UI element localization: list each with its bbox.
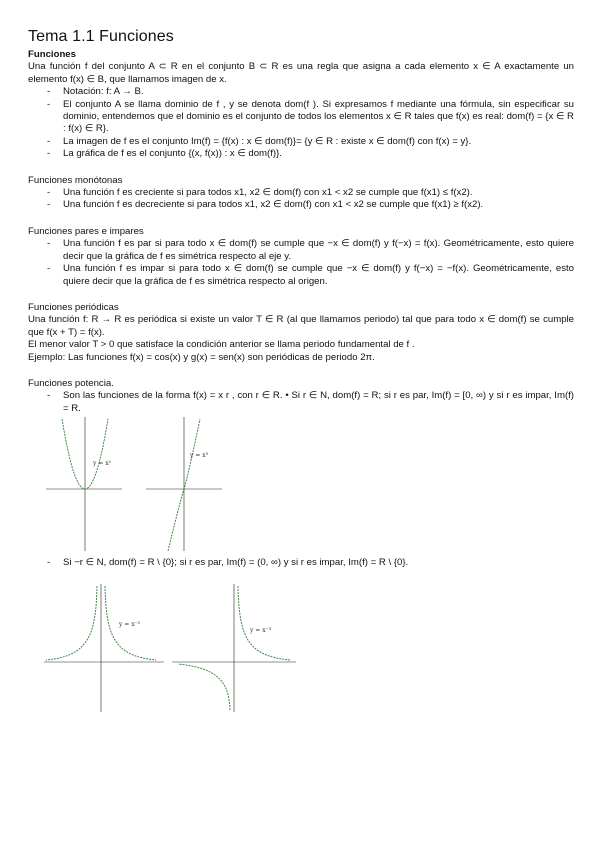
- graph-label: y = x⁻³: [250, 626, 272, 634]
- paragraph-periodica-def: Una función f: R → R es periódica si existe un valor T ∈ R (al que llamamos periodo) tal que para todo x ∈ dom(f) se cumple que f(x + T) = f(x).: [28, 314, 574, 338]
- graphs-negative-powers: [28, 584, 574, 722]
- list-item: - La gráfica de f es el conjunto {(x, f(x)) : x ∈ dom(f)}.: [28, 148, 574, 160]
- list-potencia-2: [28, 557, 574, 569]
- list-potencia-1: [28, 390, 574, 415]
- list-item: - Una función f es impar si para todo x ∈ dom(f) se cumple que −x ∈ dom(f) y f(−x) = −f(x). Geométricamente, esto quiere decir que la gráfica de f es simétrica respecto al origen.: [28, 263, 574, 288]
- list-item: - Una función f es par si para todo x ∈ dom(f) se cumple que −x ∈ dom(f) y f(−x) = f(x). Geométricamente, esto quiere decir que la gráfica de f es simétrica respecto al eje y.: [28, 238, 574, 263]
- graph-x-neg-squared: [44, 584, 164, 712]
- section-heading-pares-impares: Funciones pares e impares: [28, 225, 144, 237]
- graph-label: y = x³: [190, 452, 209, 460]
- section-heading-monotonas: Funciones monótonas: [28, 174, 123, 186]
- curve-left-branch: [46, 586, 97, 660]
- graph-label: y = x⁻²: [119, 620, 141, 628]
- list-item: - La imagen de f es el conjunto Im(f) = {f(x) : x ∈ dom(f)}= {y ∈ R : existe x ∈ dom(f) con f(x) = y}.: [28, 136, 574, 148]
- graph-x-squared: [46, 417, 122, 551]
- page-title: Tema 1.1 Funciones: [28, 28, 174, 45]
- list-funciones: [28, 86, 574, 160]
- paragraph-ejemplo: Ejemplo: Las funciones f(x) = cos(x) y g(x) = sen(x) son periódicas de periodo 2π.: [28, 351, 375, 363]
- list-item: - Notación: f: A → B.: [28, 86, 574, 98]
- document-content: [28, 28, 574, 722]
- list-item: - Si −r ∈ N, dom(f) = R \ {0}; si r es par, Im(f) = (0, ∞) y si r es impar, Im(f) = R \ {0}.: [28, 557, 574, 569]
- list-pares-impares: [28, 238, 574, 288]
- paragraph-definicion: Una función f del conjunto A ⊂ R en el conjunto B ⊂ R es una regla que asigna a cada elemento x ∈ A exactamente un elemento f(x) ∈ B, que llamamos imagen de x.: [28, 61, 574, 85]
- section-heading-potencia: Funciones potencia.: [28, 377, 114, 389]
- list-item: - Una función f es decreciente si para todos x1, x2 ∈ dom(f) con x1 < x2 se cumple que f(x1) ≥ f(x2).: [28, 199, 574, 211]
- curve-left-branch: [178, 664, 230, 710]
- curve-right-branch: [238, 586, 290, 660]
- list-item: - Una función f es creciente si para todos x1, x2 ∈ dom(f) con x1 < x2 se cumple que f(x1) ≤ f(x2).: [28, 187, 574, 199]
- section-heading-funciones: Funciones: [28, 49, 76, 60]
- graphs-positive-powers: [28, 417, 574, 555]
- paragraph-periodo-fundamental: El menor valor T > 0 que satisface la condición anterior se llama periodo fundamental de f .: [28, 339, 415, 351]
- section-heading-periodicas: Funciones periódicas: [28, 301, 119, 313]
- graph-label: y = x²: [93, 460, 112, 468]
- graph-x-cubed: [146, 417, 222, 551]
- list-monotonas: [28, 187, 574, 212]
- list-item: - El conjunto A se llama dominio de f , y se denota dom(f ). Si expresamos f mediante una fórmula, sin especificar su dominio, entendemos que el dominio es el conjunto de todos los elementos x ∈ R tales que f(x) es real: dom(f) = {x ∈ R : f(x) ∈ R}.: [28, 99, 574, 136]
- list-item: - Son las funciones de la forma f(x) = x r , con r ∈ R. • Si r ∈ N, dom(f) = R; si r es par, Im(f) = [0, ∞) y si r es impar, Im(f) = R.: [28, 390, 574, 415]
- graph-x-neg-cubed: [172, 584, 296, 712]
